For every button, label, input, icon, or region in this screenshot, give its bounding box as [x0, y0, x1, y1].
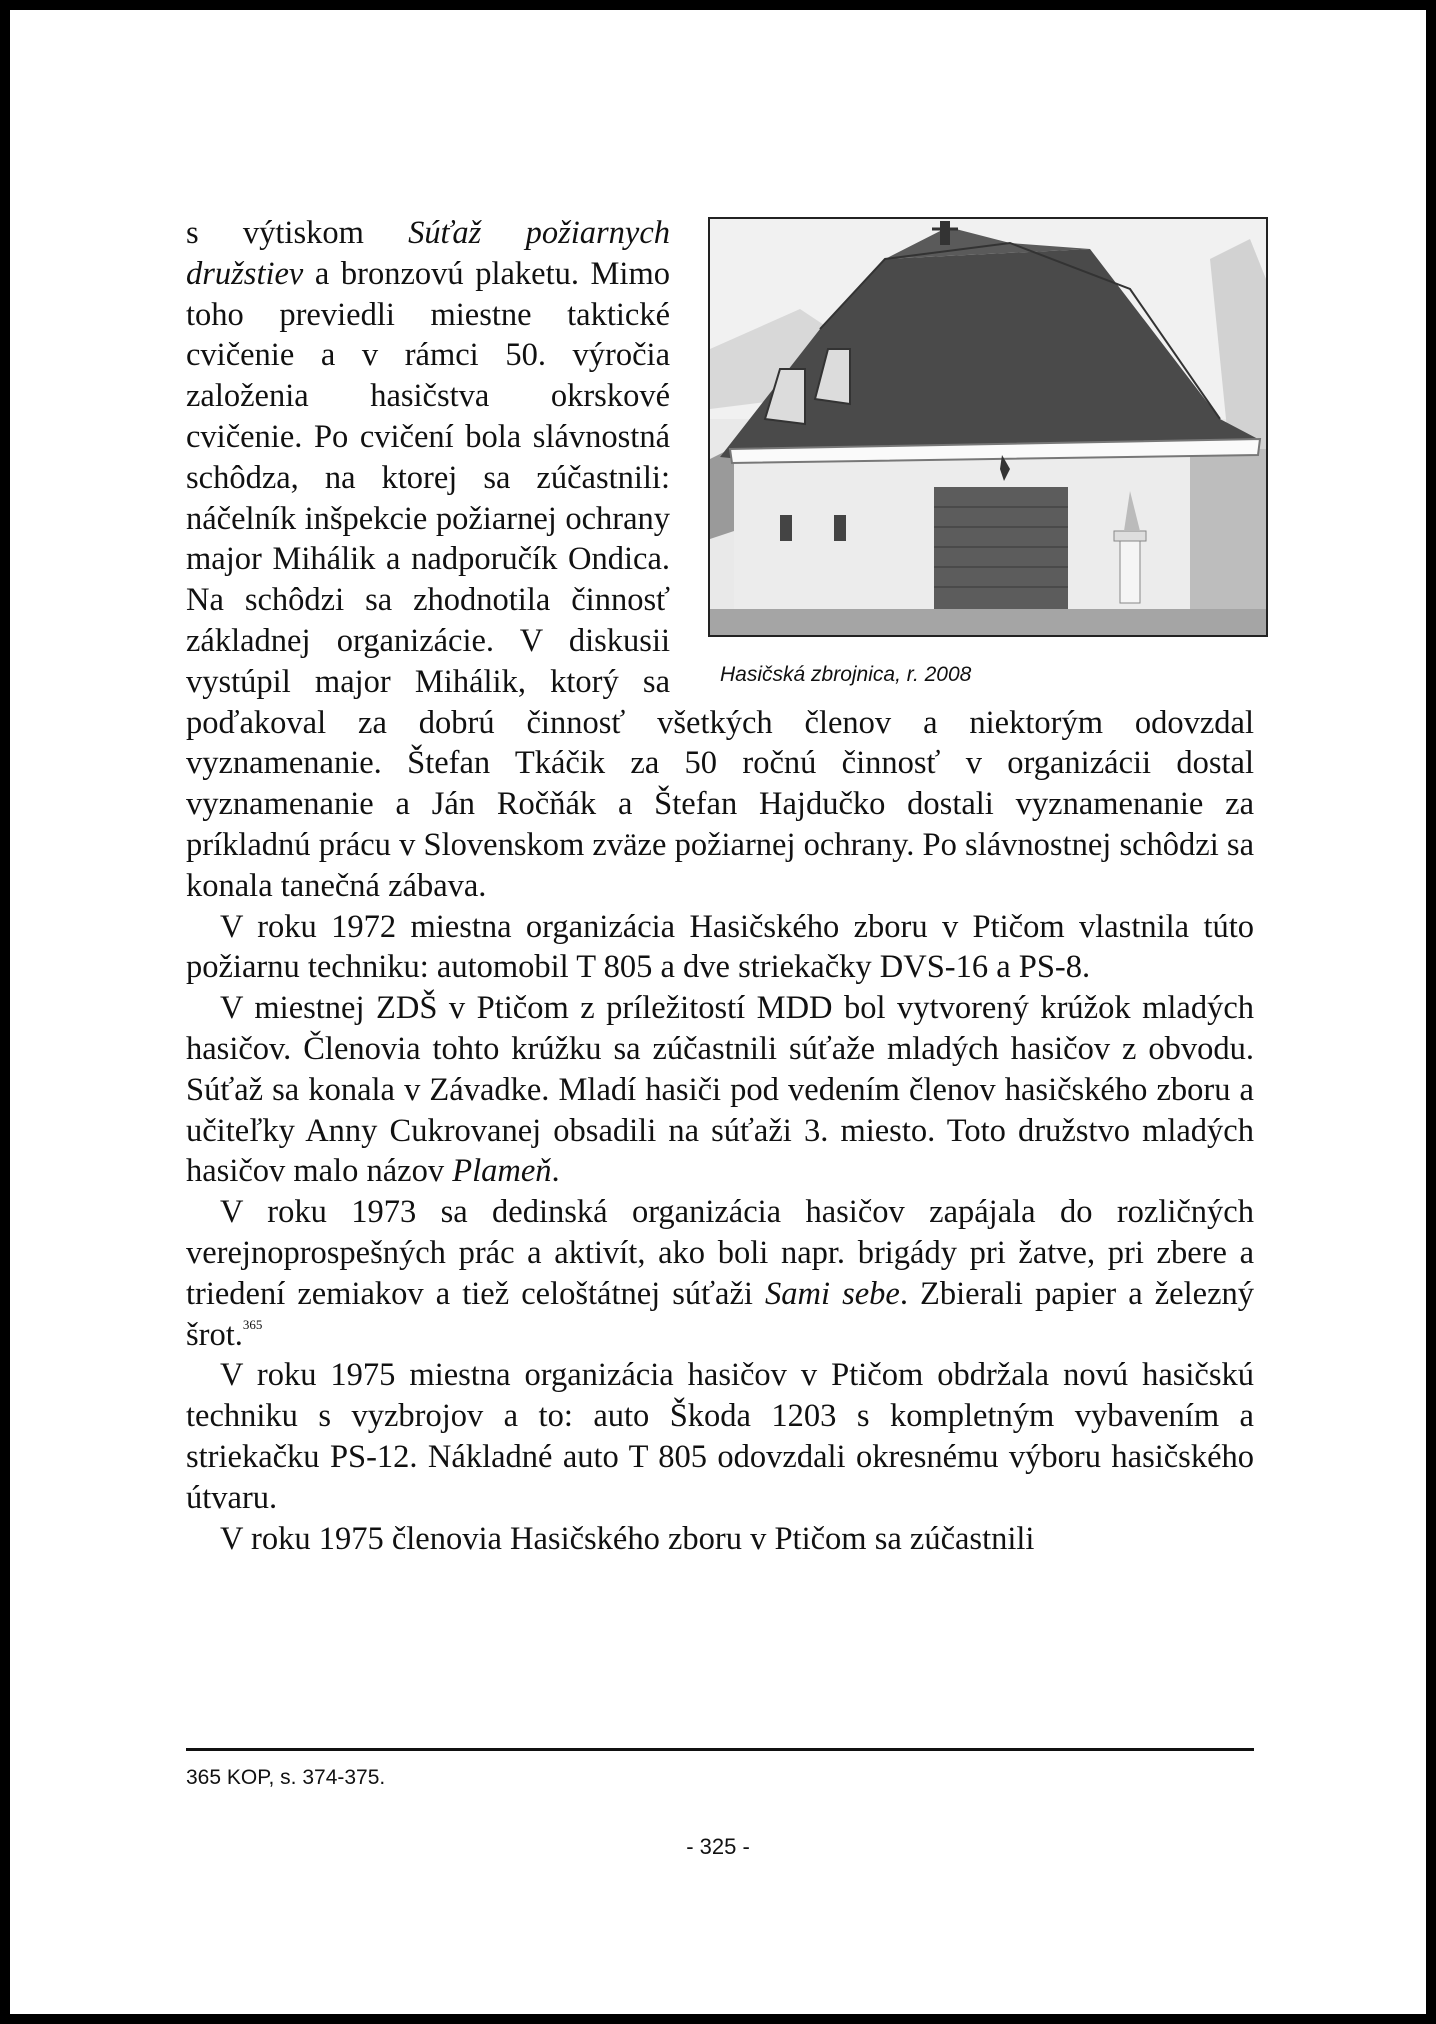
text-run: s výtiskom	[186, 215, 409, 251]
page-number: - 325 -	[686, 1834, 750, 1859]
figure	[708, 213, 1268, 695]
footnote: 365 KOP, s. 374-375.	[186, 1766, 386, 1789]
figure-caption: Hasičská zbrojnica, r. 2008	[720, 663, 972, 686]
italic-title: Súťaž požiarnych družstiev	[186, 215, 670, 292]
text-run: . Zbierali papier a železný šrot.	[186, 1275, 1254, 1353]
italic-title: Plameň	[452, 1153, 552, 1190]
paragraph	[186, 1355, 1254, 1518]
text-run: V miestnej ZDŠ v Ptičom z príležitostí MDD bol vytvorený krúžok mladých hasičov. Členovia tohto krúžku sa zúčastnili súťaže mladých hasičov z obvodu. Súťaž sa konala v Závadke. Mladí hasiči pod vedením členov hasičského zboru a učiteľky Anny Cukrovanej obsadili na súťaži 3. miesto. Toto družstvo mladých hasičov malo názov	[186, 990, 1254, 1190]
footnote-ref: 365	[242, 1316, 263, 1332]
book-page	[10, 10, 1426, 2014]
text-run: .	[551, 1153, 560, 1190]
text-run: V roku 1973 sa dedinská organizácia hasičov zapájala do rozličných verejnoprospešných prác a aktivít, ako boli napr. brigády pri žatve, pri zbere a triedení zemiakov a tiež celoštátnej súťaži	[186, 1194, 1254, 1312]
paragraph	[186, 988, 1254, 1192]
fire-station-photo	[708, 217, 1268, 637]
text-run: a bronzovú plaketu. Mimo toho previedli miestne taktické cvičenie a v rámci 50. výročia založenia hasičstva okrskové cvičenie. Po cvičení bola slávnostná schôdza, na ktorej sa zúčastnili: náčelník inšpekcie požiarnej ochrany major Mihálik a nadporučík Ondica. Na schôdzi sa zhodnotila činnosť základnej organizácie. V diskusii vystúpil major Mihálik, ktorý sa poďakoval za dobrú činnosť všetkých členov a niektorým odovzdal vyznamenanie. Štefan Tkáčik za 50 ročnú činnosť v organizácii dostal vyznamenanie a Ján Ročňák a Štefan Hajdučko dostali vyznamenanie za príkladnú prácu v Slovenskom zväze požiarnej ochrany. Po slávnostnej schôdzi sa konala tanečná zábava.	[186, 255, 1254, 904]
text-run: V roku 1975 členovia Hasičského zboru v Ptičom sa zúčastnili	[220, 1520, 1035, 1557]
paragraph	[186, 907, 1254, 989]
paragraph	[186, 1192, 1254, 1355]
text-run: V roku 1972 miestna organizácia Hasičského zboru v Ptičom vlastnila túto požiarnu techniku: automobil T 805 a dve striekačky DVS-16 a PS-8.	[186, 908, 1254, 986]
main-text	[186, 213, 1254, 1559]
text-run: V roku 1975 miestna organizácia hasičov v Ptičom obdržala novú hasičskú techniku s vyzbrojov a to: auto Škoda 1203 s kompletným vybavením a striekačku PS-12. Nákladné auto T 805 odovzdali okresnému výboru hasičského útvaru.	[186, 1357, 1254, 1516]
italic-title: Sami sebe	[765, 1275, 900, 1312]
footnote-separator	[186, 1748, 1254, 1751]
paragraph	[186, 1519, 1254, 1560]
